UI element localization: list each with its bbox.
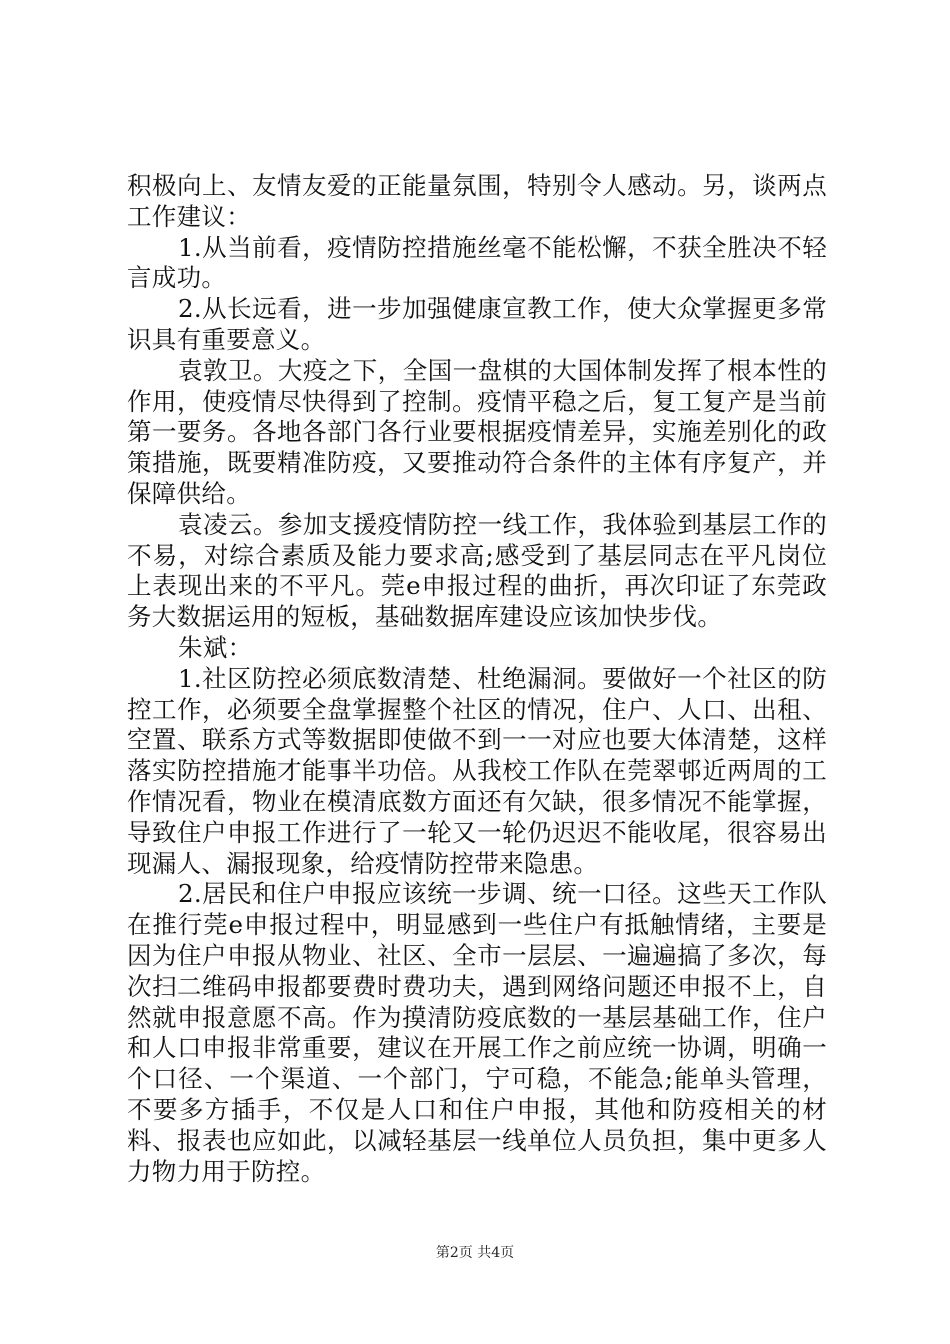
page-number-footer: 第2页 共4页: [435, 1245, 515, 1261]
paragraph: 2.居民和住户申报应该统一步调、统一口径。这些天工作队在推行莞e申报过程中，明显感到一些住户有抵触情绪，主要是因为住户申报从物业、社区、全市一层层、一遍遍搞了多次，每次扫二维码申报都要费时费功夫，遇到网络问题还申报不上，自然就申报意愿不高。作为摸清防疫底数的一基层基础工作，住户和人口申报非常重要，建议在开展工作之前应统一协调，明确一个口径、一个渠道、一个部门，宁可稳，不能急;能单头管理，不要多方插手，不仅是人口和住户申报，其他和防疫相关的材料、报表也应如此，以减轻基层一线单位人员负担，集中更多人力物力用于防控。: [127, 879, 827, 1186]
paragraph: 2.从长远看，进一步加强健康宣教工作，使大众掌握更多常识具有重要意义。: [127, 294, 827, 354]
paragraph: 袁敦卫。大疫之下，全国一盘棋的大国体制发挥了根本性的作用，使疫情尽快得到了控制。疫情平稳之后，复工复产是当前第一要务。各地各部门各行业要根据疫情差异，实施差别化的政策措施，既要精准防疫，又要推动符合条件的主体有序复产，并保障供给。: [127, 355, 827, 508]
paragraph: 1.社区防控必须底数清楚、杜绝漏洞。要做好一个社区的防控工作，必须要全盘掌握整个社区的情况，住户、人口、出租、空置、联系方式等数据即使做不到一一对应也要大体清楚，这样落实防控措施才能事半功倍。从我校工作队在莞翠邨近两周的工作情况看，物业在模清底数方面还有欠缺，很多情况不能掌握，导致住户申报工作进行了一轮又一轮仍迟迟不能收尾，很容易出现漏人、漏报现象，给疫情防控带来隐患。: [127, 663, 827, 878]
paragraph: 袁凌云。参加支援疫情防控一线工作，我体验到基层工作的不易，对综合素质及能力要求高;感受到了基层同志在平凡岗位上表现出来的不平凡。莞e申报过程的曲折，再次印证了东莞政务大数据运用的短板，基础数据库建设应该加快步伐。: [127, 509, 827, 632]
document-body: [127, 171, 827, 1187]
paragraph: 1.从当前看，疫情防控措施丝毫不能松懈，不获全胜决不轻言成功。: [127, 232, 827, 293]
paragraph: 积极向上、友情友爱的正能量氛围，特别令人感动。另，谈两点工作建议：: [127, 171, 827, 231]
paragraph: 朱斌：: [178, 632, 253, 662]
